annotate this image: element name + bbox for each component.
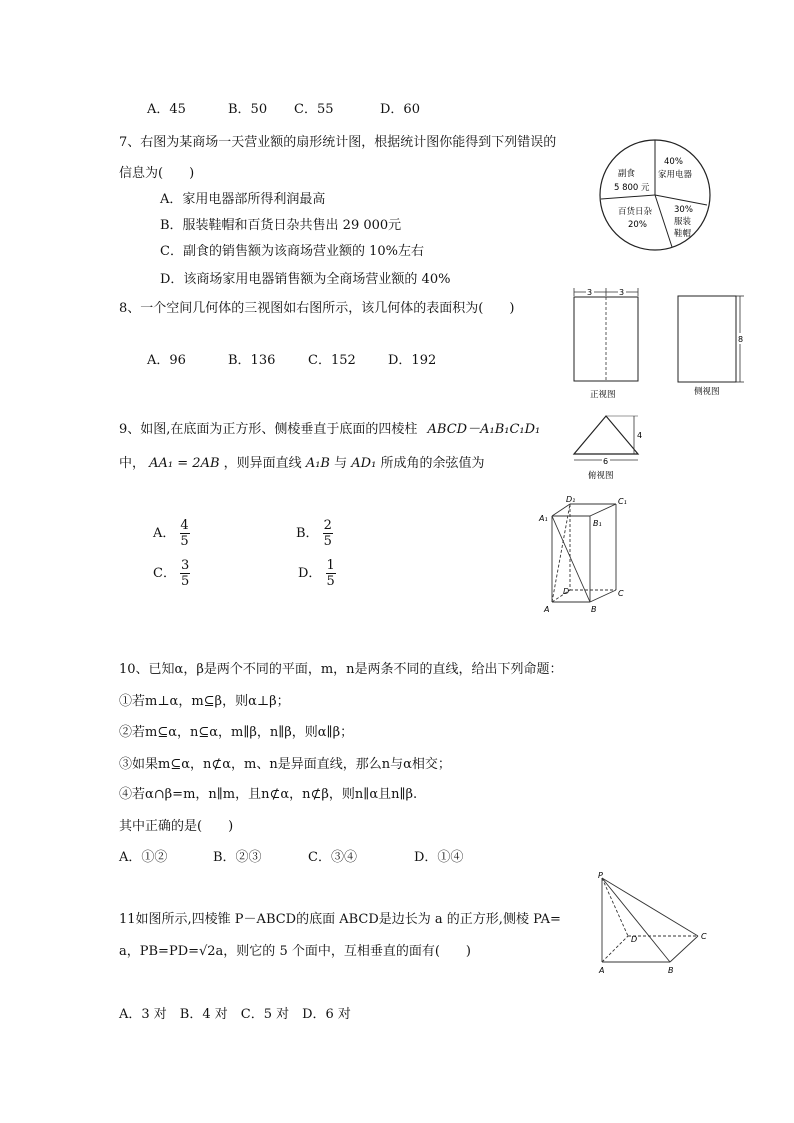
top-dim-4: 4 bbox=[637, 431, 643, 440]
q9-option-a-letter: A． bbox=[153, 526, 176, 541]
q10-prop-3: ③如果m⊆α，n⊄α，m、n是异面直线，那么n与α相交； bbox=[119, 757, 451, 772]
q9-option-c-fraction bbox=[180, 558, 190, 589]
q11-pyramid-figure bbox=[590, 870, 720, 976]
q9-prism-figure bbox=[536, 494, 636, 618]
q7-option-c: C．副食的销售额为该商场营业额的 10%左右 bbox=[160, 244, 424, 259]
label-P: P bbox=[598, 871, 603, 880]
label-D: D bbox=[631, 935, 638, 944]
label-A: A bbox=[544, 605, 550, 614]
q9-solid-name: ABCD－A₁B₁C₁D₁ bbox=[427, 422, 541, 437]
pie-label-baihuo-pct: 20% bbox=[628, 220, 647, 230]
side-view-label: 侧视图 bbox=[694, 387, 720, 397]
q10-stem: 10、已知α，β是两个不同的平面，m，n是两条不同的直线，给出下列命题： bbox=[119, 662, 563, 677]
label-A1: A₁ bbox=[539, 514, 548, 523]
front-dim-3a: 3 bbox=[587, 288, 593, 297]
q7-option-a: A．家用电器部所得利润最高 bbox=[160, 192, 326, 207]
q11-options: A．3 对 B．4 对 C．5 对 D．6 对 bbox=[119, 1007, 351, 1022]
q8-option-d: D．192 bbox=[388, 353, 437, 368]
top-dim-6: 6 bbox=[603, 457, 609, 466]
q9-line2-c: 与 bbox=[334, 456, 348, 471]
q9-condition: AA₁ = 2AB bbox=[149, 456, 220, 471]
q10-option-d: D．①④ bbox=[414, 850, 464, 865]
q9-line-a1b: A₁B bbox=[305, 456, 330, 471]
pie-label-fuzhuang-pct: 30% bbox=[674, 205, 693, 215]
q7-option-d: D．该商场家用电器销售额为全商场营业额的 40% bbox=[160, 272, 451, 287]
frac-den: 5 bbox=[180, 534, 189, 549]
top-view-label: 俯视图 bbox=[588, 471, 614, 481]
front-dim-3b: 3 bbox=[619, 288, 625, 297]
q8-option-c: C．152 bbox=[308, 353, 356, 368]
q6-option-d: D．60 bbox=[380, 102, 420, 117]
q9-option-b-fraction bbox=[323, 518, 333, 549]
q9-option-a bbox=[153, 518, 190, 549]
pie-label-fushi: 副食 bbox=[618, 169, 636, 179]
label-D: D bbox=[563, 587, 570, 596]
q9-option-c bbox=[153, 558, 190, 589]
label-A: A bbox=[599, 966, 605, 975]
q10-option-b: B．②③ bbox=[213, 850, 262, 865]
pie-label-fuzhuang: 服装 bbox=[674, 217, 692, 227]
q11-stem-line1: 11如图所示,四棱锥 P－ABCD的底面 ABCD是边长为 a 的正方形,侧棱 PA= bbox=[119, 912, 561, 927]
pie-label-jiadian-pct: 40% bbox=[664, 157, 683, 167]
q9-stem-line1 bbox=[119, 418, 540, 437]
q9-line-ad1: AD₁ bbox=[351, 456, 377, 471]
q10-prop-1: ①若m⊥α，m⊆β，则α⊥β； bbox=[119, 694, 290, 709]
q6-option-b: B．50 bbox=[228, 102, 268, 117]
label-D1: D₁ bbox=[566, 495, 576, 504]
pie-label-fushi-value: 5 800 元 bbox=[614, 183, 650, 193]
frac-den: 5 bbox=[180, 574, 190, 589]
q8-option-b: B．136 bbox=[228, 353, 276, 368]
q10-prop-2: ②若m⊆α，n⊆α，m∥β，n∥β，则α∥β； bbox=[119, 725, 354, 740]
pie-label-jiadian: 家用电器 bbox=[658, 170, 693, 180]
pie-label-baihuo: 百货日杂 bbox=[618, 207, 653, 217]
q7-stem-line1: 7、右图为某商场一天营业额的扇形统计图，根据统计图你能得到下列错误的 bbox=[119, 135, 557, 150]
q7-stem-line2: 信息为( ) bbox=[119, 166, 195, 181]
q8-front-view bbox=[566, 286, 652, 401]
q9-option-b bbox=[296, 518, 333, 549]
frac-num: 4 bbox=[180, 518, 189, 533]
q9-stem-prefix: 9、如图,在底面为正方形、侧棱垂直于底面的四棱柱 bbox=[119, 422, 418, 437]
pie-label-xiemao: 鞋帽 bbox=[674, 229, 692, 239]
side-dim-8: 8 bbox=[738, 335, 744, 344]
q6-option-a: A．45 bbox=[147, 102, 186, 117]
q8-top-view bbox=[566, 408, 650, 484]
q9-option-a-fraction bbox=[180, 518, 190, 549]
q10-option-a: A．①② bbox=[119, 850, 168, 865]
q9-line2-a: 中， bbox=[119, 456, 146, 471]
q6-option-c: C．55 bbox=[294, 102, 334, 117]
q9-option-c-letter: C． bbox=[153, 566, 176, 581]
q8-stem: 8、一个空间几何体的三视图如右图所示，该几何体的表面积为( ) bbox=[119, 301, 515, 316]
frac-den: 5 bbox=[326, 574, 335, 589]
q7-option-b: B．服装鞋帽和百货日杂共售出 29 000元 bbox=[160, 218, 402, 233]
q8-option-a: A．96 bbox=[147, 353, 186, 368]
q10-prop-4: ④若α∩β=m，n∥m，且n⊄α，n⊄β，则n∥α且n∥β. bbox=[119, 787, 418, 802]
label-B: B bbox=[668, 966, 674, 975]
q9-line2-d: 所成角的余弦值为 bbox=[380, 456, 485, 471]
label-B1: B₁ bbox=[593, 519, 602, 528]
q9-option-d-fraction bbox=[326, 558, 336, 589]
q11-stem-line2: a，PB=PD=√2a，则它的 5 个面中，互相垂直的面有( ) bbox=[119, 944, 471, 959]
q8-side-view bbox=[672, 290, 758, 400]
label-C: C bbox=[701, 932, 707, 941]
q9-option-b-letter: B． bbox=[296, 526, 319, 541]
q9-option-d-letter: D． bbox=[298, 566, 322, 581]
q10-ask: 其中正确的是( ) bbox=[119, 819, 234, 834]
frac-num: 1 bbox=[326, 558, 335, 573]
q10-option-c: C．③④ bbox=[308, 850, 357, 865]
q9-option-d bbox=[298, 558, 336, 589]
label-C: C bbox=[618, 589, 624, 598]
q9-line2-b: ，则异面直线 bbox=[223, 456, 302, 471]
q9-stem-line2 bbox=[119, 452, 484, 471]
frac-num: 2 bbox=[323, 518, 332, 533]
label-C1: C₁ bbox=[618, 497, 627, 506]
q7-pie-figure bbox=[596, 136, 714, 254]
frac-num: 3 bbox=[180, 558, 190, 573]
label-B: B bbox=[591, 605, 597, 614]
frac-den: 5 bbox=[323, 534, 332, 549]
front-view-label: 正视图 bbox=[590, 390, 616, 400]
